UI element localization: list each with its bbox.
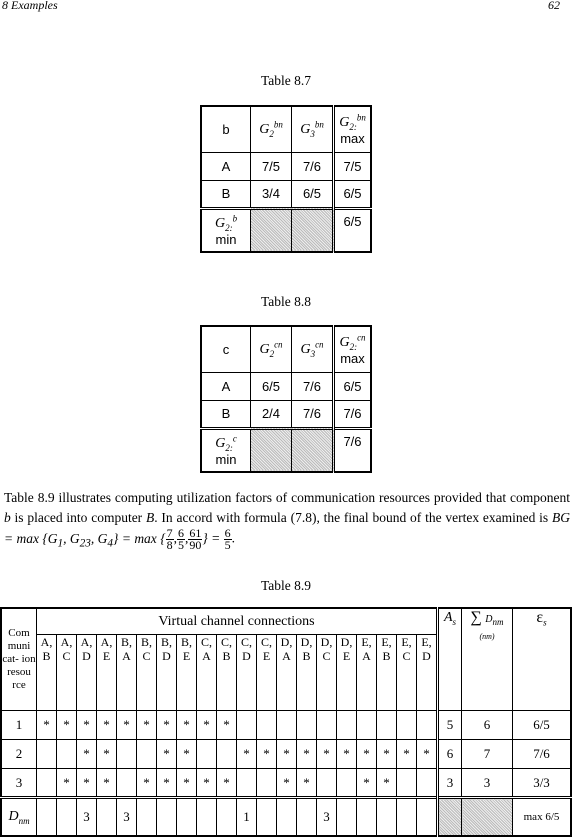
dnm-cell	[357, 798, 377, 836]
fraction: $\frac{6}{5}$	[177, 526, 184, 552]
cell: *	[217, 711, 237, 740]
table-8-7-caption: Table 8.7	[260, 73, 312, 88]
cell: *	[357, 740, 377, 769]
col-g2: $G_2^{bn}$	[251, 106, 292, 152]
min-value: 7/6	[334, 428, 372, 472]
equation: BG = $\max \{G_1$, $G_{23}$, $G_4\} = \max$ {	[4, 510, 570, 550]
dnm-cell	[137, 798, 157, 836]
pair-header: E, B	[377, 635, 397, 711]
resource-id: 3	[1, 769, 37, 798]
cell	[257, 769, 277, 798]
cell	[217, 740, 237, 769]
cell	[137, 740, 157, 769]
table-row	[1, 711, 571, 740]
dnm-cell	[377, 798, 397, 836]
cell: *	[397, 740, 417, 769]
dnm-cell	[197, 798, 217, 836]
cell: *	[157, 711, 177, 740]
dnm-row	[1, 798, 571, 836]
pair-header: D, A	[277, 635, 297, 711]
cell: 7/5	[251, 152, 292, 180]
row-sum: 3	[462, 769, 513, 798]
cell: 6/5	[334, 180, 372, 208]
cell	[57, 740, 77, 769]
hatched-cell	[462, 798, 513, 836]
cell: *	[137, 769, 157, 798]
dnm-cell	[297, 798, 317, 836]
row-label: A	[201, 372, 251, 400]
cell: *	[277, 740, 297, 769]
row-as: 5	[438, 711, 462, 740]
cell	[117, 769, 137, 798]
cell	[257, 711, 277, 740]
cell: 7/6	[292, 400, 334, 428]
row-eps: 6/5	[513, 711, 572, 740]
cell: *	[177, 740, 197, 769]
dnm-cell	[157, 798, 177, 836]
cell: *	[357, 769, 377, 798]
cell: 3/4	[251, 180, 292, 208]
table-8-8-caption: Table 8.8	[260, 294, 312, 309]
cell: *	[377, 740, 397, 769]
min-label: $G_{2:}^b$ min	[201, 208, 251, 252]
cell	[417, 711, 438, 740]
cell: *	[177, 711, 197, 740]
dnm-cell	[417, 798, 438, 836]
dnm-cell: 3	[117, 798, 137, 836]
dnm-cell	[217, 798, 237, 836]
cell: *	[37, 711, 57, 740]
cell: *	[317, 740, 337, 769]
eps-header: $\varepsilon_s$	[513, 608, 572, 711]
cell: *	[197, 711, 217, 740]
cell	[37, 740, 57, 769]
cell	[117, 740, 137, 769]
row-label: A	[201, 152, 251, 180]
cell: 7/6	[292, 372, 334, 400]
cell	[317, 769, 337, 798]
cell: *	[57, 769, 77, 798]
hatched-cell	[251, 208, 292, 252]
cell: *	[157, 769, 177, 798]
min-value: 6/5	[334, 208, 372, 252]
cell: *	[157, 740, 177, 769]
cell	[337, 711, 357, 740]
cell: *	[177, 769, 197, 798]
cell: *	[117, 711, 137, 740]
pair-header: C, B	[217, 635, 237, 711]
as-header: $A_s$	[438, 608, 462, 711]
cell: *	[417, 740, 438, 769]
cell: *	[297, 769, 317, 798]
cell: *	[77, 740, 97, 769]
cell: *	[77, 711, 97, 740]
sum-header: ∑ $D_{nm}$ (nm)	[462, 608, 513, 711]
cell	[297, 711, 317, 740]
dnm-cell	[57, 798, 77, 836]
pair-header: A, B	[37, 635, 57, 711]
cell: 7/6	[334, 400, 372, 428]
min-label: $G_{2:}^c$ min	[201, 428, 251, 472]
cell: *	[237, 740, 257, 769]
cell: *	[77, 769, 97, 798]
resource-header: Com muni cat- ion resou rce	[1, 608, 37, 711]
pair-header: A, E	[97, 635, 117, 711]
cell: 7/6	[292, 152, 334, 180]
cell	[237, 769, 257, 798]
row-label: B	[201, 400, 251, 428]
cell: *	[297, 740, 317, 769]
fraction: $\frac{6}{5}$	[224, 526, 231, 552]
hatched-cell	[292, 428, 334, 472]
cell: *	[97, 711, 117, 740]
chapter-header: 8 Examples	[2, 0, 58, 12]
row-as: 3	[438, 769, 462, 798]
hatched-cell	[292, 208, 334, 252]
row-sum: 7	[462, 740, 513, 769]
pair-header: B, D	[157, 635, 177, 711]
corner-label: b	[201, 106, 251, 152]
resource-id: 2	[1, 740, 37, 769]
dnm-cell	[177, 798, 197, 836]
table-8-9-caption: Table 8.9	[260, 578, 312, 593]
cell: 2/4	[251, 400, 292, 428]
cell	[37, 769, 57, 798]
cell	[197, 740, 217, 769]
pair-header: B, E	[177, 635, 197, 711]
cell	[417, 769, 438, 798]
pair-header: B, A	[117, 635, 137, 711]
table-row	[1, 740, 571, 769]
body-paragraph: Table 8.9 illustrates computing utilization factors of communication resources provided that component b is placed into computer B. In accord with formula (7.8), the final bound of the vertex examined is BG = $\max \{G_1$, $G_{23}$, $G_4\} = \max$ { $\frac{7}{8}$ , $\frac{6}{5}$ , $\frac{61}{90}$ } = $\frac{6}{5}$ .	[4, 490, 570, 552]
cell	[277, 711, 297, 740]
dnm-cell	[277, 798, 297, 836]
dnm-cell	[37, 798, 57, 836]
cell: 7/5	[334, 152, 372, 180]
pair-header: A, C	[57, 635, 77, 711]
col-max: $G_{2:}^{cn}$ max	[334, 326, 372, 372]
cell	[397, 769, 417, 798]
pair-header: E, D	[417, 635, 438, 711]
dnm-cell: 1	[237, 798, 257, 836]
cell: *	[277, 769, 297, 798]
cell: *	[137, 711, 157, 740]
row-label: B	[201, 180, 251, 208]
cell: *	[217, 769, 237, 798]
table-8-7	[200, 105, 372, 253]
page-number: 62	[548, 0, 560, 12]
cell	[357, 711, 377, 740]
col-max: $G_{2:}^{bn}$ max	[334, 106, 372, 152]
resource-id: 1	[1, 711, 37, 740]
pair-header: B, C	[137, 635, 157, 711]
cell: *	[377, 769, 397, 798]
dnm-cell: 3	[317, 798, 337, 836]
pair-header: E, C	[397, 635, 417, 711]
cell	[337, 769, 357, 798]
cell: *	[337, 740, 357, 769]
pair-header: A, D	[77, 635, 97, 711]
dnm-cell	[337, 798, 357, 836]
table-8-8	[200, 325, 372, 473]
pair-header: D, B	[297, 635, 317, 711]
pair-header: C, A	[197, 635, 217, 711]
cell: 6/5	[251, 372, 292, 400]
cell: *	[57, 711, 77, 740]
row-eps: 7/6	[513, 740, 572, 769]
cell: *	[257, 740, 277, 769]
cell: 6/5	[334, 372, 372, 400]
fraction: $\frac{61}{90}$	[189, 526, 202, 552]
table-8-9	[0, 607, 572, 837]
corner-label: c	[201, 326, 251, 372]
pair-header: D, C	[317, 635, 337, 711]
dnm-cell	[257, 798, 277, 836]
dnm-eps: max 6/5	[513, 798, 572, 836]
row-as: 6	[438, 740, 462, 769]
dnm-cell	[97, 798, 117, 836]
cell: 6/5	[292, 180, 334, 208]
dnm-label: $D_{nm}$	[1, 798, 37, 836]
cell: *	[197, 769, 217, 798]
cell: *	[97, 769, 117, 798]
hatched-cell	[251, 428, 292, 472]
fraction: $\frac{7}{8}$	[166, 526, 173, 552]
table-row	[1, 769, 571, 798]
dnm-cell	[397, 798, 417, 836]
pair-header: E, A	[357, 635, 377, 711]
cell	[377, 711, 397, 740]
pair-header: D, E	[337, 635, 357, 711]
hatched-cell	[438, 798, 462, 836]
col-g3: $G_3^{cn}$	[292, 326, 334, 372]
col-g2: $G_2^{cn}$	[251, 326, 292, 372]
cell: *	[97, 740, 117, 769]
row-sum: 6	[462, 711, 513, 740]
cell	[237, 711, 257, 740]
cell	[317, 711, 337, 740]
col-g3: $G_3^{bn}$	[292, 106, 334, 152]
pair-header: C, E	[257, 635, 277, 711]
cell	[397, 711, 417, 740]
virtual-channel-header: Virtual channel connections	[37, 608, 438, 635]
dnm-cell: 3	[77, 798, 97, 836]
pair-header: C, D	[237, 635, 257, 711]
row-eps: 3/3	[513, 769, 572, 798]
